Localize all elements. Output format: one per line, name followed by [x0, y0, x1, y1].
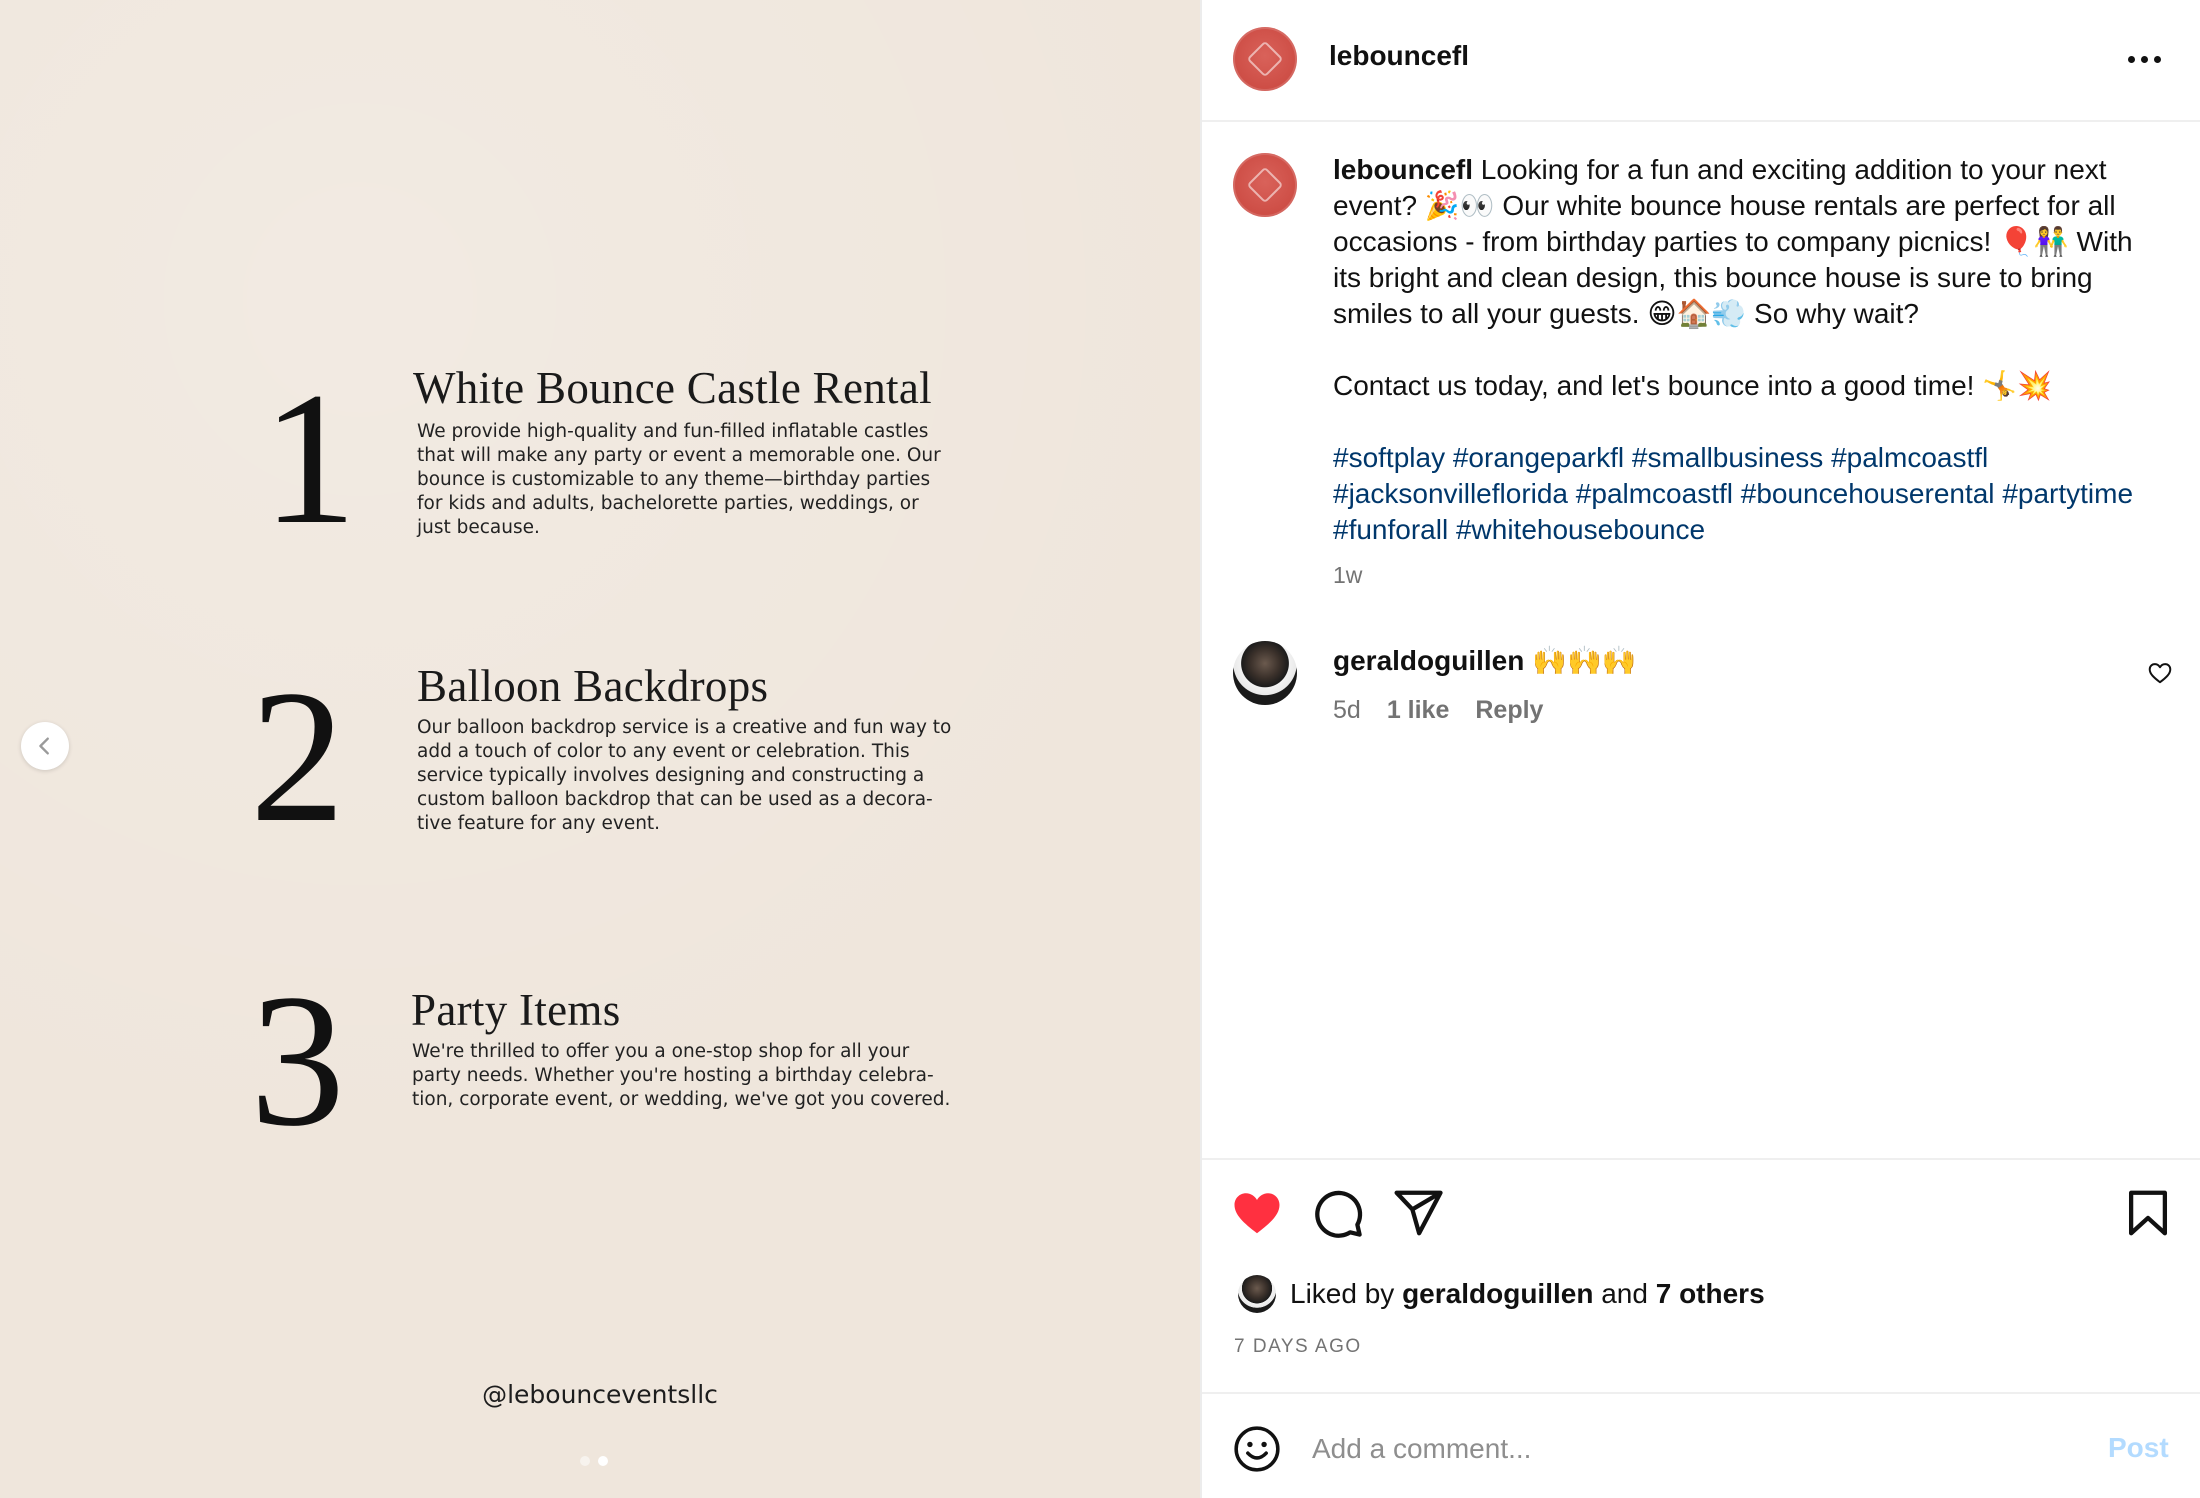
- post-comment-button[interactable]: Post: [2108, 1432, 2169, 1463]
- comment-reply-button[interactable]: Reply: [1475, 696, 1544, 724]
- header-divider: [1202, 120, 2200, 122]
- service-title: White Bounce Castle Rental: [413, 363, 932, 413]
- comment-username[interactable]: geraldoguillen: [1333, 645, 1525, 676]
- chevron-left-icon: [34, 735, 56, 757]
- caption-cta: Contact us today, and let's bounce into a good time! 🤸💥: [1333, 370, 2052, 401]
- liker-avatar[interactable]: [1238, 1275, 1276, 1313]
- service-title: Party Items: [411, 985, 621, 1035]
- carousel-indicator: [580, 1456, 608, 1466]
- hashtag[interactable]: #whitehousebounce: [1455, 514, 1706, 545]
- account-avatar[interactable]: [1233, 27, 1297, 91]
- service-number: 3: [250, 956, 345, 1166]
- share-icon[interactable]: [1391, 1186, 1445, 1240]
- service-title: Balloon Backdrops: [417, 661, 769, 711]
- comment-like-heart-icon[interactable]: [2147, 660, 2173, 686]
- account-handle: @lebounceventsllc: [482, 1380, 718, 1409]
- bookmark-icon[interactable]: [2121, 1186, 2175, 1240]
- hashtag[interactable]: #jacksonvilleflorida: [1333, 478, 1569, 509]
- likes-summary: [1290, 1278, 1765, 1310]
- hashtag[interactable]: #orangeparkfl: [1452, 442, 1625, 473]
- actions-divider: [1202, 1158, 2200, 1160]
- service-description: Our balloon backdrop service is a creative and fun way to add a touch of color to any event or celebration. This service typically involves designing and constructing a custom balloon backdrop that can be used as a decora-tive feature for any event.: [417, 717, 952, 834]
- commenter-avatar[interactable]: [1233, 641, 1297, 705]
- likes-prefix: Liked by: [1290, 1278, 1395, 1309]
- carousel-prev-button[interactable]: [21, 722, 69, 770]
- header-username[interactable]: lebouncefl: [1329, 40, 1470, 71]
- comment-time[interactable]: 5d: [1333, 696, 1361, 724]
- comment-box-divider: [1202, 1392, 2200, 1394]
- hashtag[interactable]: #partytime: [2002, 478, 2134, 509]
- comment-meta: [1333, 696, 1543, 725]
- carousel-dot: [580, 1456, 590, 1466]
- comment-icon[interactable]: [1311, 1186, 1365, 1240]
- comment: [1333, 644, 1637, 677]
- more-options-button[interactable]: [2124, 44, 2164, 74]
- caption-avatar[interactable]: [1233, 153, 1297, 217]
- liker-username[interactable]: geraldoguillen: [1402, 1278, 1594, 1309]
- comment-likes[interactable]: 1 like: [1386, 696, 1450, 724]
- hashtag[interactable]: #softplay: [1333, 442, 1446, 473]
- hashtag[interactable]: #palmcoastfl: [1831, 442, 1989, 473]
- caption-username[interactable]: lebouncefl: [1333, 154, 1474, 185]
- emoji-icon[interactable]: [1232, 1424, 1282, 1474]
- carousel-dot-active: [598, 1456, 608, 1466]
- service-number: 1: [262, 354, 357, 564]
- hashtag[interactable]: #bouncehouserental: [1740, 478, 1995, 509]
- service-description: We provide high-quality and fun-filled inflatable castles that will make any party or event a memorable one. Our bounce is customizable to any theme—birthday parties for kids and adults, bachelorette parties, weddings, or just because.: [417, 421, 941, 538]
- service-description: We're thrilled to offer you a one-stop shop for all your party needs. Whether you're hosting a birthday celebra-tion, corporate event, or wedding, we've got you covered.: [412, 1041, 951, 1110]
- hashtag-list: [1333, 440, 2153, 548]
- hashtag[interactable]: #smallbusiness: [1631, 442, 1824, 473]
- comment-text: 🙌🙌🙌: [1532, 645, 1637, 676]
- add-comment-input[interactable]: [1312, 1424, 2072, 1474]
- more-icon: [2128, 56, 2135, 63]
- service-number: 2: [250, 652, 345, 862]
- post-date[interactable]: 7 DAYS AGO: [1234, 1336, 1362, 1357]
- hashtag[interactable]: #funforall: [1333, 514, 1449, 545]
- hashtag[interactable]: #palmcoastfl: [1575, 478, 1733, 509]
- heart-icon[interactable]: [1230, 1186, 1284, 1240]
- likes-and: and: [1601, 1278, 1648, 1309]
- caption-time[interactable]: 1w: [1333, 562, 1363, 588]
- likes-others-link[interactable]: 7 others: [1655, 1278, 1765, 1309]
- post-caption: [1333, 152, 2153, 548]
- caption-text: Looking for a fun and exciting addition to your next event? 🎉👀 Our white bounce house rentals are perfect for all occasions - from birthday parties to company picnics! 🎈👫 With its bright and clean design, this bounce house is sure to bring smiles to all your guests. 😁🏠💨 So why wait?: [1333, 154, 2133, 329]
